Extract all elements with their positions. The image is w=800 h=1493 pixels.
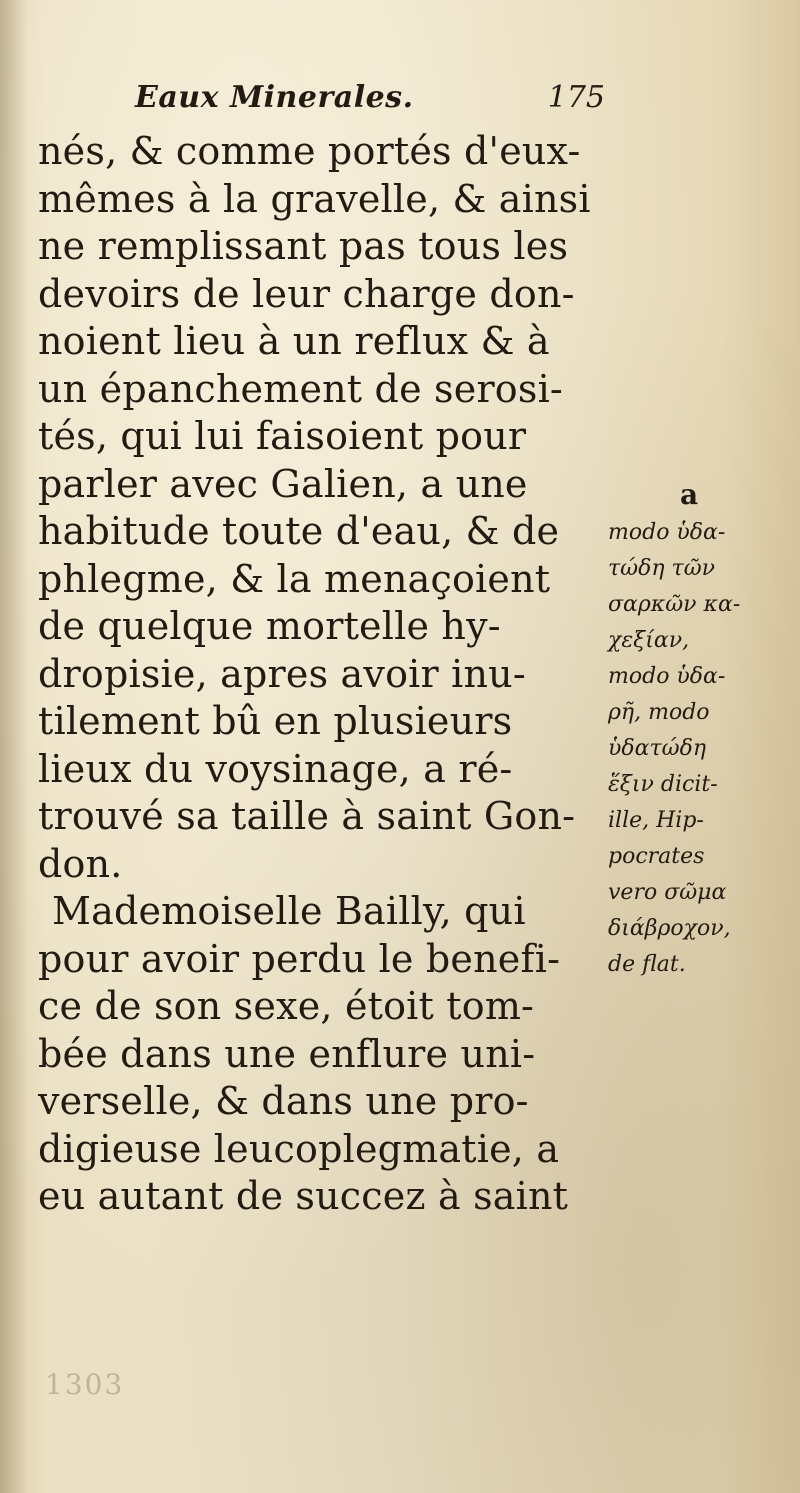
text-line: verselle, & dans une pro- — [38, 1079, 529, 1123]
text-line: parler avec Galien, a une — [38, 461, 528, 506]
text-line: eu autant de succez à saint — [38, 1174, 569, 1218]
text-line: ne remplissant pas tous les — [38, 224, 569, 268]
margin-note-line: de flat. — [608, 952, 686, 977]
text-line: bée dans une enflure uni- — [38, 1031, 536, 1076]
margin-note-line: modo ὑδα- — [608, 520, 726, 545]
margin-note-line: ρῆ, modo — [608, 700, 710, 725]
text-line: de quelque mortelle hy- — [38, 604, 501, 648]
text-line: habitude toute d'eau, & de — [38, 509, 560, 553]
text-line: trouvé sa taille à saint Gon- — [38, 794, 576, 838]
text-line: phlegme, & la menaçoient — [38, 556, 551, 601]
text-line: lieux du voysinage, a ré- — [38, 746, 513, 791]
page-number: 175 — [547, 80, 605, 115]
margin-note-line: ὑδατώδη — [608, 736, 707, 761]
text-line: digieuse leucoplegmatie, a — [38, 1126, 560, 1171]
margin-note-line: modo ὑδα- — [608, 664, 726, 689]
margin-note-line: χεξίαν, — [608, 628, 690, 653]
main-text-column — [38, 128, 608, 1221]
margin-note — [608, 515, 794, 983]
text-line: tilement bû en plusieurs — [38, 699, 513, 743]
text-line: Mademoiselle Bailly, qui — [52, 889, 526, 933]
margin-note-line: σαρκῶν κα- — [608, 592, 741, 617]
text-line: noient lieu à un reflux & à — [38, 319, 550, 363]
margin-note-line: ἕξιν dicit- — [608, 772, 718, 797]
text-line: don. — [38, 841, 123, 886]
margin-note-marker: a — [680, 478, 699, 511]
text-line: devoirs de leur charge don- — [38, 271, 575, 316]
margin-note-line: vero σῶμα — [608, 880, 727, 905]
text-line: mêmes à la gravelle, & ainsi — [38, 176, 591, 221]
text-line: pour avoir perdu le benefi- — [38, 936, 561, 981]
margin-note-line: τώδη τῶν — [608, 556, 716, 581]
text-line: un épanchement de serosi- — [38, 366, 563, 411]
margin-note-line: pocrates — [608, 844, 705, 869]
text-line: ce de son sexe, étoit tom- — [38, 984, 535, 1028]
spine-shadow — [0, 0, 28, 1493]
text-line: dropisie, apres avoir inu- — [38, 651, 526, 696]
text-line: nés, & comme portés d'eux- — [38, 129, 581, 173]
running-header — [135, 80, 605, 130]
margin-note-line: ille, Hip- — [608, 808, 704, 833]
text-line: tés, qui lui faisoient pour — [38, 414, 527, 458]
bleed-through-mark: 1303 — [45, 1368, 125, 1401]
margin-note-line: διάβροχον, — [608, 916, 731, 941]
running-title: Eaux Minerales. — [135, 80, 414, 115]
